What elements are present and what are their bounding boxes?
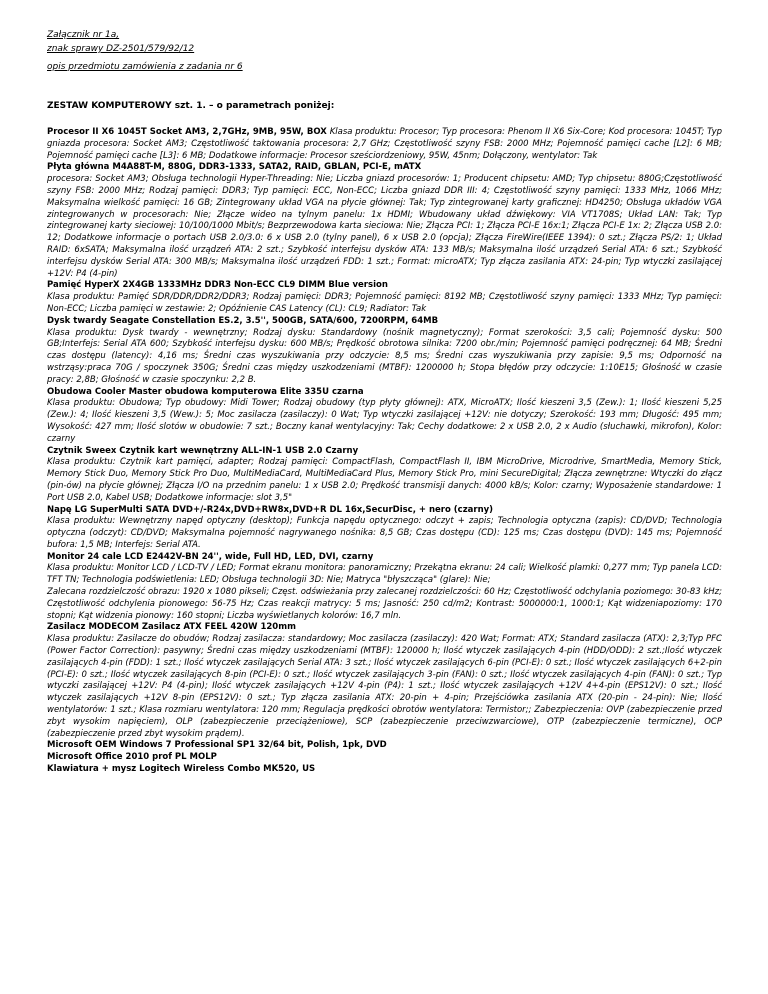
section-description: Klasa produktu: Obudowa; Typ obudowy: Midi Tower; Rodzaj obudowy (typ płyty głównej): ATX, MicroATX; Ilość kieszeni 3,5 (Zew.): 1; Ilość kieszeni 5,25 (Zew.): 4; Ilość kieszeni 3,5 (Wew.): 5; Moc zasilacza (zasilaczy): 0 Wat; Typ wtyczki zasilającej +12V: nie dotyczy; Szerokość: 193 mm; Długość: 495 mm; Wysokość: 427 mm; Ilość slotów w obudowie: 7 szt.; Boczny kanał wentylacyjny: Tak; Cechy dodatkowe: 2 x USB 2.0, 2 x Audio (słuchawki, mikrofon), Kolor: czarny: [47, 398, 722, 444]
section-description: Klasa produktu: Czytnik kart pamięci, adapter; Rodzaj pamięci: CompactFlash, CompactFlash II, IBM MicroDrive, Microdrive, SmartMedia, Memory Stick, Memory Stick Duo, Memory Stick Pro Duo, MultiMediaCard, MultiMediaCard Plus, Memory Stick Pro, mini SecureDigital; Złącza zewnętrzne: Wtyczki do złącz (pin-ów) na płycie głównej; Złącza I/O na przednim panelu: 1 x USB 2.0; Prędkość transmisji danych: 4000 kB/s; Kolor: czarny; Wyposażenie standardowe: 1 Port USB 2.0, Kabel USB; Dodatkowe informacje: slot 3,5": [47, 457, 722, 503]
section-heading: Dysk twardy Seagate Constellation ES.2, 3.5'', 500GB, SATA/600, 7200RPM, 64MB: [47, 315, 439, 326]
section-description: Klasa produktu: Pamięć SDR/DDR/DDR2/DDR3; Rodzaj pamięci: DDR3; Pojemność pamięci: 8192 MB; Częstotliwość szyny pamięci: 1333 MHz; Typ pamięci: Non-ECC; Liczba pamięci w zestawie: 2; Opóźnienie CAS Latency (CL): CL9; Radiator: Tak: [47, 292, 722, 314]
section-heading: Płyta główna M4A88T-M, 880G, DDR3-1333, SATA2, RAID, GBLAN, PCI-E, mATX: [47, 162, 422, 173]
spec-sections: [47, 127, 722, 776]
spec-section-card-reader: [47, 446, 722, 505]
spec-section-memory: [47, 280, 722, 315]
spec-section-psu: [47, 622, 722, 740]
section-description: Klasa produktu: Wewnętrzny napęd optyczny (desktop); Funkcja napędu optycznego: odczyt + zapis; Technologia optyczna (zapis): CD/DVD; Technologia optyczna (odczyt): CD/DVD; Maksymalna pojemność nagrywanego nośnika: 8,5 GB; Czas dostępu (CD): 125 ms; Czas dostępu (DVD): 145 ms; Pojemność bufora: 1,5 MB; Interfejs: Serial ATA.: [47, 516, 722, 550]
section-heading: Napę LG SuperMulti SATA DVD+/-R24x,DVD+RW8x,DVD+R DL 16x,SecurDisc, + nero (czarny): [47, 504, 494, 515]
spec-section-optical-drive: [47, 505, 722, 552]
spec-section-hdd: [47, 316, 722, 387]
section-description: Klasa produktu: Monitor LCD / LCD-TV / LED; Format ekranu monitora: panoramiczny; Przekątna ekranu: 24 cali; Wielkość plamki: 0,277 mm; Typ panela LCD: TFT TN; Technologia podświetlenia: LED; Obsługa technologii 3D: Nie; Matryca "błyszcząca" (glare): Nie;: [47, 563, 722, 586]
document-page: [47, 28, 722, 776]
section-description: Klasa produktu: Dysk twardy - wewnętrzny; Rodzaj dysku: Standardowy (nośnik magnetyczny); Format szerokości: 3,5 cali; Pojemność dysku: 500 GB;Interfejs: Serial ATA 600; Szybkość interfejsu dysku: 600 MB/s; Prędkość obrotowa silnika: 7200 obr./min; Pojemność pamięci podręcznej: 64 MB; Średni czas dostępu (latency): 4,16 ms; Średni czas wyszukiwania przy odczycie: 8,5 ms; Średni czas wyszukiwania przy zapisie: 9,5 ms; Odporność na wstrząsy:praca 70G / spoczynek 350G; Średni czas między uszkodzeniami (MTBF): 1200000 h; Stopa błędów przy odczycie: 1:10E15; Głośność w czasie pracy: 2,8B; Głośność w czasie spoczynku: 2,2 B.: [47, 327, 722, 385]
section-heading: Zasilacz MODECOM Zasilacz ATX FEEL 420W 120mm: [47, 622, 296, 633]
spec-section-monitor: [47, 552, 722, 623]
document-title: ZESTAW KOMPUTEROWY szt. 1. – o parametrach poniżej:: [47, 101, 335, 111]
software-office: Microsoft Office 2010 prof PL MOLP: [47, 752, 217, 763]
section-heading: Czytnik Sweex Czytnik kart wewnętrzny ALL-IN-1 USB 2.0 Czarny: [47, 445, 359, 456]
section-description-continued: Zalecana rozdzielczość obrazu: 1920 x 1080 pikseli; Częst. odświeżania przy zalecanej rozdzielczości: 60 Hz; Częstotliwość odchylania poziomego: 30-83 kHz; Częstotliwość odchylenia pionowego: 56-75 Hz; Czas reakcji matrycy: 5 ms; Jasność: 250 cd/m2; Kontrast: 5000000:1, 1000:1; Kąt widzeniapoziomy: 170 stopni; Kąt widzenia pionowy: 160 stopni; Liczba wyświetlanych kolorów: 16,7 mln.: [47, 587, 722, 621]
section-description: Klasa produktu: Zasilacze do obudów; Rodzaj zasilacza: standardowy; Moc zasilacza (zasilaczy): 420 Wat; Format: ATX; Standard zasilacza (ATX): 2,3;Typ PFC (Power Factor Correction): pasywny; Średni czas między uszkodzeniami (MTBF): 120000 h; Ilość wtyczek zasilających 4-pin (HDD/ODD): 2 szt.;Ilość wtyczek zasilających 4-pin (FDD): 1 szt.; Ilość wtyczek zasilających Serial ATA: 3 szt.; Ilość wtyczek zasilających 6-pin (PCI-E): 0 szt.; Ilość wtyczek zasilających 6+2-pin (PCI-E): 0 szt.; Ilość wtyczek zasilających 8-pin (PCI-E): 0 szt.; Ilość wtyczek zasilających 3-pin (FAN): 0 szt.; Ilość wtyczek zasilających 4-pin (FAN): 0 szt.; Typ wtyczki zasilającej +12V: P4 (4-pin); Ilość wtyczek zasilających +12V 4-pin (P4): 1 szt.; Ilość wtyczek zasilających +12V 4+4-pin (EPS12V): 0 szt.; Ilość wtyczek zasilających +12V 8-pin (EPS12V): 0 szt.; Typ złącza zasilania ATX: 20-pin + 4-pin; Przejściówka zasilania ATX (20-pin - 24-pin): Nie; Ilość wentylatorów: 1 szt.; Klasa rozmiaru wentylatora: 120 mm; Regulacja prędkości obrotów wentylatora: Termistor;; Zabezpieczenia: OVP (zabezpieczenie przed zbyt wysokim napięciem), OLP (zabezpieczenie przeciążeniowe), SCP (zabezpieczenie przeciwzwarciowe), OTP (zabezpieczenie termiczne), OCP (zabezpieczenie przed zbyt wysokim prądem).: [47, 634, 722, 739]
section-heading: Pamięć HyperX 2X4GB 1333MHz DDR3 Non-ECC CL9 DIMM Blue version: [47, 280, 388, 291]
section-heading: Obudowa Cooler Master obudowa komputerowa Elite 335U czarna: [47, 386, 364, 397]
section-heading: Procesor II X6 1045T Socket AM3, 2,7GHz, 9MB, 95W, BOX: [47, 127, 327, 137]
section-description: procesora: Socket AM3; Obsługa technologii Hyper-Threading: Nie; Liczba gniazd procesorów: 1; Producent chipsetu: AMD; Typ chipsetu: 880G;Częstotliwość szyny FSB: 2000 MHz; Rodzaj pamięci: DDR3; Typ pamięci: ECC, Non-ECC; Liczba gniazd DDR III: 4; Częstotliwość szyny pamięci: 1333 MHz, 1066 MHz; Maksymalna wielkość pamięci: 16 GB; Zintegrowany układ VGA na płycie głównej: Tak; Typ zintegrowanej karty graficznej: HD4250; Obsługa układów VGA zintegrowanych w procesorach: Nie; Złącze wideo na tylnym panelu: 1x HDMI; Wbudowany układ dźwiękowy: VIA VT1708S; Układ LAN: Tak; Typ zintegrowanej karty sieciowej: 10/100/1000 Mbit/s; Bezprzewodowa karta sieciowa: Nie; Złącza PCI: 1; Złącza PCI-E 16x:1; Złącza PCI-E 1x: 2; Złącza USB 2.0: 12; Dodatkowe informacje o portach USB 2.0/3.0: 6 x USB 2.0 (tylny panel), 6 x USB 2.0 (opcja); Złącza FireWire(IEEE 1394): 0 szt.; Złącza PS/2: 1; Układ RAID: 6xSATA; Maksymalna ilość urządzeń ATA: 2 szt.; Szybkość interfejsu dysków ATA: 133 MB/s; Maksymalna ilość urządzeń Serial ATA: 6 szt.; Szybkość interfejsu dysków Serial ATA: 300 MB/s; Maksymalna ilość urządzeń FDD: 1 szt.; Format: microATX; Typ złącza zasilania ATX: 24-pin; Typ wtyczki zasilającej +12V: P4 (4-pin): [47, 174, 722, 279]
spec-section-case: [47, 387, 722, 446]
case-reference: znak sprawy DZ-2501/579/92/12: [47, 44, 195, 54]
section-description: Klasa produktu: Procesor; Typ procesora: Phenom II X6 Six-Core; Kod procesora: 1045T; Typ gniazda procesora: Socket AM3; Częstotliwość taktowania procesora: 2,7 GHz; Częstotliwość szyny FSB: 2000 MHz; Pojemność pamięci cache [L2]: 6 MB; Pojemność pamięci cache [L3]: 6 MB; Dodatkowe informacje: Procesor sześciordzeniowy, 95W, 45nm; Dołączony, wentylator: Tak: [47, 127, 723, 161]
keyboard-mouse: Klawiatura + mysz Logitech Wireless Combo MK520, US: [47, 764, 316, 775]
section-heading: Monitor 24 cale LCD E2442V-BN 24'', wide, Full HD, LED, DVI, czarny: [47, 551, 374, 562]
spec-section-motherboard: [47, 162, 722, 280]
attachment-label: Załącznik nr 1a,: [47, 30, 120, 40]
subject-description: opis przedmiotu zamówienia z zadania nr 6: [47, 62, 243, 72]
software-windows: Microsoft OEM Windows 7 Professional SP1 32/64 bit, Polish, 1pk, DVD: [47, 740, 387, 751]
spec-section-cpu: [47, 127, 722, 162]
